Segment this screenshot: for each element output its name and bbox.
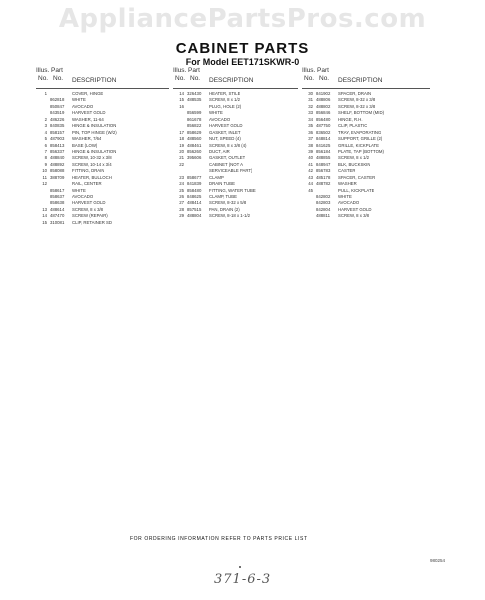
illus-number: 14 <box>42 213 47 219</box>
part-description: AVOCADO <box>209 116 231 122</box>
part-description: HARVEST GOLD <box>72 200 106 206</box>
part-number: 848814 <box>316 136 331 142</box>
part-number: 310081 <box>50 219 65 225</box>
illus-number: 8 <box>44 155 47 161</box>
part-description: BLK, BUCKSKIN <box>338 161 371 167</box>
part-description: PLUG, HOLE (2) <box>209 103 242 109</box>
illus-number: 33 <box>308 110 313 116</box>
part-number: 488804 <box>187 213 202 219</box>
part-number: 842802 <box>316 194 331 199</box>
illus-number: 10 <box>42 168 47 174</box>
part-number: 862818 <box>50 97 65 103</box>
illus-number: 37 <box>308 136 313 142</box>
part-description: SCREW, 8-32 x 5/8 <box>209 200 247 206</box>
illus-number: 26 <box>179 194 184 199</box>
part-description: SCREW (REPAIR) <box>72 213 108 219</box>
header-part-no: No. <box>319 75 330 82</box>
part-number: 858157 <box>50 129 65 135</box>
part-number: 488461 <box>187 142 202 148</box>
part-number: 848947 <box>316 161 331 167</box>
part-description: HINGE & INSULATION <box>72 123 117 129</box>
part-number: 858629 <box>187 129 202 135</box>
part-number: 487903 <box>50 136 65 142</box>
illus-number: 36 <box>308 129 313 135</box>
part-description: CLAMP <box>209 174 224 180</box>
part-number: 841902 <box>316 91 331 96</box>
parts-column-3 <box>302 66 430 220</box>
part-description: SPACER, CASTER <box>338 174 376 180</box>
part-description: SCREW, 8 x 1/2 <box>209 97 241 103</box>
part-description: SCREW, 8 x 3/8 <box>338 213 370 219</box>
part-description: HEATER, BULLOCH <box>72 174 112 180</box>
part-description: CABINET (NOT A <box>209 161 243 167</box>
ordering-footer: FOR ORDERING INFORMATION REFER TO PARTS PRICE LIST <box>130 536 308 542</box>
column-header <box>302 66 430 89</box>
header-illus: Illus. <box>36 67 50 74</box>
part-number: 488840 <box>50 155 65 161</box>
part-description: GASKET, INLET <box>209 129 241 135</box>
illus-number: 27 <box>179 200 184 206</box>
part-number: 395606 <box>187 155 202 161</box>
illus-number: 31 <box>308 97 313 103</box>
part-number: 843519 <box>50 110 65 116</box>
part-description: AVOCADO <box>338 200 360 206</box>
part-description: BASE (LOW) <box>72 142 98 148</box>
illus-number: 4 <box>44 129 47 135</box>
part-description: SHELF, BOTTOM (MID) <box>338 110 384 116</box>
illus-number: 40 <box>308 155 313 161</box>
illus-number: 14 <box>179 91 184 96</box>
parts-column-2 <box>173 66 298 220</box>
header-description: DESCRIPTION <box>72 77 117 84</box>
column-header <box>173 66 298 89</box>
part-description: CLIP, RETAINER SD <box>72 219 112 225</box>
part-row <box>302 213 430 219</box>
part-description: SCREW, 8-32 x 3/8 <box>338 97 376 103</box>
illus-number: 3 <box>44 123 47 129</box>
header-description: DESCRIPTION <box>338 77 383 84</box>
part-number: 856822 <box>187 123 202 129</box>
part-description: SCREW, 8 x 1/2 <box>338 155 370 161</box>
part-number: 858088 <box>50 168 65 174</box>
page-dot <box>239 566 241 568</box>
part-description: WASHER <box>338 181 357 187</box>
part-description: CLIP, PLASTIC <box>338 123 368 129</box>
part-number: 856783 <box>316 168 331 174</box>
part-description: SCREW, 8 x 3/8 <box>72 206 104 212</box>
illus-number: 24 <box>179 181 184 187</box>
illus-number: 44 <box>308 181 313 187</box>
illus-number: 43 <box>308 174 313 180</box>
part-row <box>173 213 298 219</box>
header-part: Part <box>317 67 329 74</box>
header-part: Part <box>51 67 63 74</box>
illus-number: 41 <box>308 161 313 167</box>
parts-column-1 <box>36 66 169 226</box>
part-description: CASTER <box>338 168 356 174</box>
part-description: HARVEST GOLD <box>209 123 243 129</box>
part-description: AVOCADO <box>72 194 94 199</box>
illus-number: 15 <box>42 219 47 225</box>
part-description: WASHER, 7/64 <box>72 136 102 142</box>
part-number: 856260 <box>187 148 202 154</box>
part-number: 858677 <box>187 174 202 180</box>
illus-number: 9 <box>44 161 47 167</box>
illus-number: 2 <box>44 116 47 122</box>
page-title: CABINET PARTS <box>175 40 310 57</box>
handwritten-note: 371-6-3 <box>214 572 272 587</box>
illus-number: 1 <box>44 91 47 96</box>
part-number: 841839 <box>187 181 202 187</box>
illus-number: 35 <box>308 123 313 129</box>
illus-number: 6 <box>44 142 47 148</box>
illus-number: 21 <box>179 155 184 161</box>
part-description: FITTING, DRAIN <box>72 168 105 174</box>
part-description: PAN, DRAIN (2) <box>209 206 240 212</box>
part-description: HARVEST GOLD <box>338 206 372 212</box>
part-description: SCREW, 8-18 x 1-1/2 <box>209 213 251 219</box>
part-description: WASHER, 11-64 <box>72 116 104 122</box>
illus-number: 34 <box>308 116 313 122</box>
part-number: 856480 <box>316 116 331 122</box>
illus-number: 20 <box>179 148 184 154</box>
part-description: SCREW, 10-32 x 3/8 <box>72 155 112 161</box>
part-description: SCREW, 8-32 x 3/8 <box>338 103 376 109</box>
part-number: 488614 <box>50 206 65 212</box>
part-description: SPACER, DRAIN <box>338 91 372 96</box>
part-number: 487750 <box>316 123 331 129</box>
part-number: 836502 <box>316 129 331 135</box>
part-description: AVOCADO <box>72 103 94 109</box>
part-number: 856184 <box>316 148 331 154</box>
part-description: RAIL, CENTER <box>72 181 102 187</box>
header-illus: Illus. <box>302 67 316 74</box>
illus-number: 39 <box>308 148 313 154</box>
part-description: PULL, KICKPLATE <box>338 187 375 193</box>
part-number: 486226 <box>50 116 65 122</box>
illus-number: 25 <box>179 187 184 193</box>
part-description: PLATE, TAP (BOTTOM) <box>338 148 384 154</box>
illus-number: 45 <box>308 187 313 193</box>
part-number: 488802 <box>316 103 331 109</box>
part-number: 388709 <box>50 174 65 180</box>
illus-number: 22 <box>179 161 184 167</box>
part-description: HINGE & INSULATION <box>72 148 117 154</box>
part-number: 842803 <box>316 200 331 206</box>
watermark: AppliancePartsPros.com <box>58 4 427 34</box>
illus-number: 12 <box>42 181 47 187</box>
part-description: SCREW, 8 x 3/8 (4) <box>209 142 247 148</box>
header-illus-no: No. <box>304 75 315 82</box>
illus-number: 11 <box>42 174 47 180</box>
illus-number: 18 <box>179 136 184 142</box>
part-description: GRILLE, KICKPLATE <box>338 142 379 148</box>
header-part: Part <box>188 67 200 74</box>
part-number: 861678 <box>187 116 202 122</box>
part-description: SCREW, 10-14 x 3/4 <box>72 161 112 167</box>
illus-number: 5 <box>44 136 47 142</box>
part-description: WHITE <box>209 110 223 116</box>
illus-number: 13 <box>42 206 47 212</box>
part-row <box>36 220 169 226</box>
part-number: 858413 <box>50 142 65 148</box>
header-description: DESCRIPTION <box>209 77 254 84</box>
part-description: HINGE, R.H. <box>338 116 363 122</box>
illus-number: 29 <box>179 213 184 219</box>
header-part-no: No. <box>190 75 201 82</box>
part-number: 858480 <box>187 187 202 193</box>
part-description: PIN, TOP HINGE (W/2) <box>72 129 117 135</box>
illus-number: 28 <box>179 206 184 212</box>
part-number: 488535 <box>187 97 202 103</box>
part-description: TRAY, EVAPORATING <box>338 129 382 135</box>
column-header <box>36 66 169 89</box>
model-subtitle: For Model EET171SKWR-0 <box>185 57 300 67</box>
part-description: GASKET, OUTLET <box>209 155 246 161</box>
part-number: 858638 <box>50 200 65 206</box>
illus-number: 17 <box>179 129 184 135</box>
illus-number: 30 <box>308 91 313 96</box>
part-number: 326430 <box>187 91 202 96</box>
part-description: COVER, HINGE <box>72 91 104 96</box>
part-number: 488855 <box>316 155 331 161</box>
header-illus-no: No. <box>175 75 186 82</box>
illus-number: 16 <box>179 103 184 109</box>
document-code: 980254 <box>430 558 446 563</box>
part-number: 485178 <box>316 174 331 180</box>
part-description: DRAIN TUBE <box>209 181 235 187</box>
part-number: 488560 <box>187 136 202 142</box>
part-description: CLAMP, TUBE <box>209 194 238 199</box>
part-description: FITTING, WATER TUBE <box>209 187 256 193</box>
part-number: 850847 <box>50 103 65 109</box>
header-part-no: No. <box>53 75 64 82</box>
part-description: HARVEST GOLD <box>72 110 106 116</box>
header-illus-no: No. <box>38 75 49 82</box>
part-number: 858617 <box>50 187 65 193</box>
illus-number: 23 <box>179 174 184 180</box>
part-number: 856599 <box>187 110 202 116</box>
part-number: 487470 <box>50 213 65 219</box>
illus-number: 38 <box>308 142 313 148</box>
part-number: 842804 <box>316 206 331 212</box>
part-number: 488892 <box>50 161 65 167</box>
part-description: WHITE <box>72 187 86 193</box>
part-description: DUCT, AIR <box>209 148 230 154</box>
illus-number <box>302 213 316 219</box>
illus-number: 15 <box>179 97 184 103</box>
illus-number: 32 <box>308 103 313 109</box>
part-number: 840835 <box>50 123 65 129</box>
part-number: 841625 <box>316 142 331 148</box>
part-description: WHITE <box>338 194 352 199</box>
part-description: HEATER, STILE <box>209 91 241 96</box>
illus-number: 42 <box>308 168 313 174</box>
part-description: SUPPORT, GRILLE (2) <box>338 136 383 142</box>
part-number: 488782 <box>316 181 331 187</box>
illus-number: 7 <box>44 148 47 154</box>
part-number: 848625 <box>187 194 202 199</box>
header-illus: Illus. <box>173 67 187 74</box>
part-number: 857515 <box>187 206 202 212</box>
part-description: NUT, SPEED (4) <box>209 136 241 142</box>
part-number: 856846 <box>316 110 331 116</box>
part-number: 488414 <box>187 200 202 206</box>
part-number: 488806 <box>316 97 331 103</box>
part-description: WHITE <box>72 97 86 103</box>
part-number: 858637 <box>50 194 65 199</box>
illus-number: 19 <box>179 142 184 148</box>
part-number: 856337 <box>50 148 65 154</box>
part-number: 488811 <box>316 213 331 219</box>
part-description: SERVICEABLE PART) <box>209 168 253 174</box>
